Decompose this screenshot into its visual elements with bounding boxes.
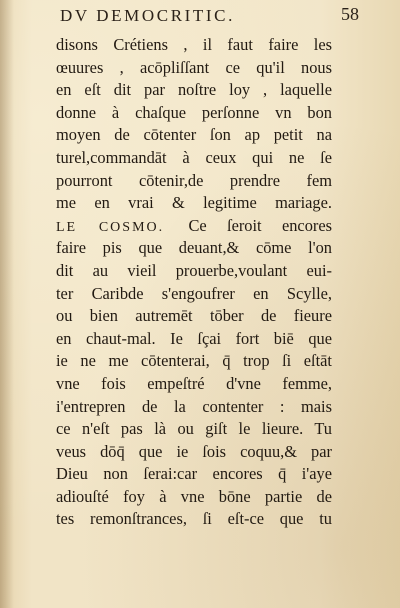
line-text: turel,commandāt à ceux qui ne ſe <box>56 147 332 167</box>
running-head-title: DV DEMOCRITIC. <box>60 6 235 25</box>
line-text: disons Crétiens , il faut faire les <box>56 35 332 54</box>
text-line <box>56 283 332 306</box>
line-text: pourront cōtenir,de prendre fem <box>56 170 332 190</box>
line-text: adiouſté foy à vne bōne partie de <box>56 486 332 506</box>
line-text: œuures , acōpliſſant ce qu'il nous <box>56 57 332 77</box>
text-line <box>56 170 332 193</box>
text-line <box>56 215 332 238</box>
text-line <box>56 486 332 509</box>
text-line <box>56 237 332 260</box>
line-text: Ce ſeroit encores <box>188 215 332 235</box>
text-line <box>56 350 332 373</box>
line-text: moyen de cōtenter ſon ap petit na <box>56 125 332 145</box>
text-line <box>56 418 332 441</box>
text-line <box>56 147 332 170</box>
line-text: ter Caribde s'engoufrer en Scylle, <box>56 283 332 303</box>
text-line <box>56 328 332 351</box>
text-line <box>56 57 332 80</box>
gutter-shadow <box>0 0 14 608</box>
running-head <box>0 4 400 28</box>
line-text: en eſt dit par noſtre loy , laquelle <box>56 80 332 100</box>
text-line <box>56 34 332 57</box>
line-text: ce n'eſt pas là ou giſt le lieure. Tu <box>56 419 332 439</box>
text-line <box>56 260 332 283</box>
page-number: 58 <box>341 4 359 24</box>
line-text: tes remonſtrances, ſi eſt-ce que tu <box>56 509 332 529</box>
text-line <box>56 124 332 147</box>
body-text <box>56 34 332 531</box>
text-line <box>56 373 332 396</box>
speaker-label: LE COSMO. <box>56 219 165 235</box>
line-text: dit au vieil prouerbe,voulant eui- <box>56 260 332 280</box>
line-text: i'entrepren de la contenter : mais <box>56 396 332 416</box>
line-text: ou bien autremēt tōber de fieure <box>56 306 332 326</box>
text-line <box>56 441 332 464</box>
line-text: vne fois empeſtré d'vne femme, <box>56 373 332 393</box>
line-text: donne à chaſque perſonne vn bon <box>56 102 332 122</box>
line-text: faire pis que deuant,& cōme l'on <box>56 238 332 258</box>
line-text: veus dōq̄ que ie ſois coquu,& par <box>56 441 332 461</box>
text-line <box>56 102 332 125</box>
line-text: ie ne me cōtenterai, q̄ trop ſi eſtāt <box>56 351 332 371</box>
text-line <box>56 192 332 215</box>
text-line <box>56 463 332 486</box>
line-text: Dieu non ſerai:car encores q̄ i'aye <box>56 464 332 484</box>
text-line <box>56 508 332 531</box>
text-line <box>56 396 332 419</box>
line-text: en chaut-mal. Ie ſçai fort biē que <box>56 328 332 348</box>
line-text: me en vrai & legitime mariage. <box>56 193 332 213</box>
text-line <box>56 305 332 328</box>
text-line <box>56 79 332 102</box>
